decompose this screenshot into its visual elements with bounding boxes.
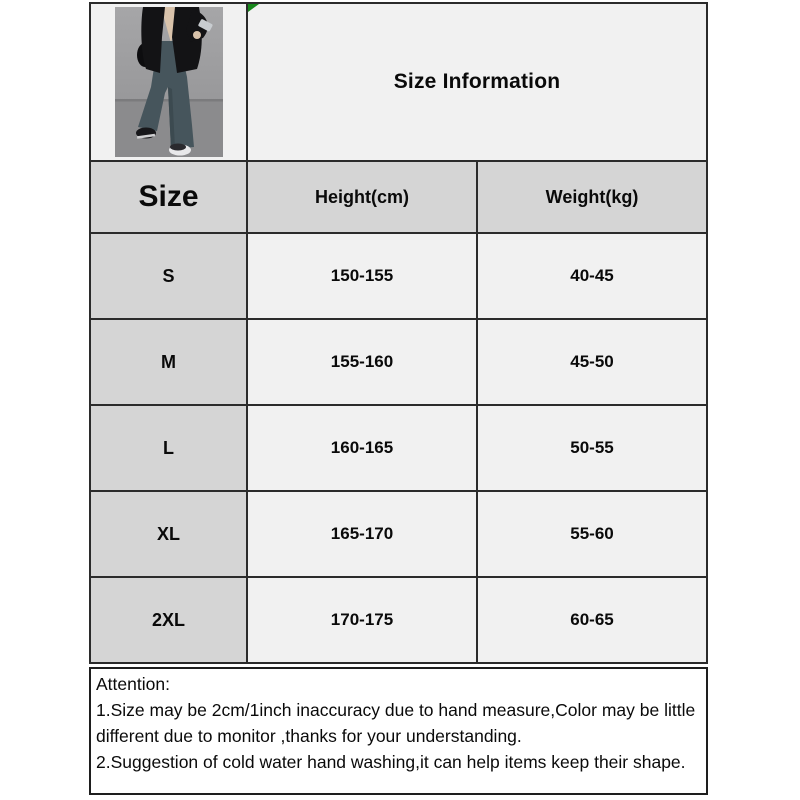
height-value-m: 155-160 (248, 320, 476, 404)
weight-value-s: 40-45 (478, 234, 706, 318)
column-header-size: Size (91, 162, 246, 232)
column-header-height: Height(cm) (248, 162, 476, 232)
page-title: Size Information (393, 70, 561, 93)
height-value-l: 160-165 (248, 406, 476, 490)
height-value-s: 150-155 (248, 234, 476, 318)
size-label-2xl: 2XL (91, 578, 246, 662)
attention-box (89, 667, 708, 795)
weight-value-2xl: 60-65 (478, 578, 706, 662)
size-label-xl: XL (91, 492, 246, 576)
attention-title: Attention: (96, 674, 170, 694)
weight-value-m: 45-50 (478, 320, 706, 404)
weight-value-l: 50-55 (478, 406, 706, 490)
attention-note-1-continued: different due to monitor ,thanks for your understanding. (96, 726, 522, 746)
attention-note-2: 2.Suggestion of cold water hand washing,it can help items keep their shape. (96, 752, 686, 772)
column-header-weight: Weight(kg) (478, 162, 706, 232)
height-value-xl: 165-170 (248, 492, 476, 576)
attention-note-1: 1.Size may be 2cm/1inch inaccuracy due to hand measure,Color may be little (96, 700, 696, 720)
size-label-m: M (91, 320, 246, 404)
size-table (89, 2, 708, 664)
product-photo-cell (91, 4, 246, 160)
size-information-header-cell (248, 4, 706, 160)
weight-value-xl: 55-60 (478, 492, 706, 576)
green-corner-marker (248, 4, 259, 12)
product-photo (115, 7, 223, 157)
size-label-l: L (91, 406, 246, 490)
size-label-s: S (91, 234, 246, 318)
height-value-2xl: 170-175 (248, 578, 476, 662)
